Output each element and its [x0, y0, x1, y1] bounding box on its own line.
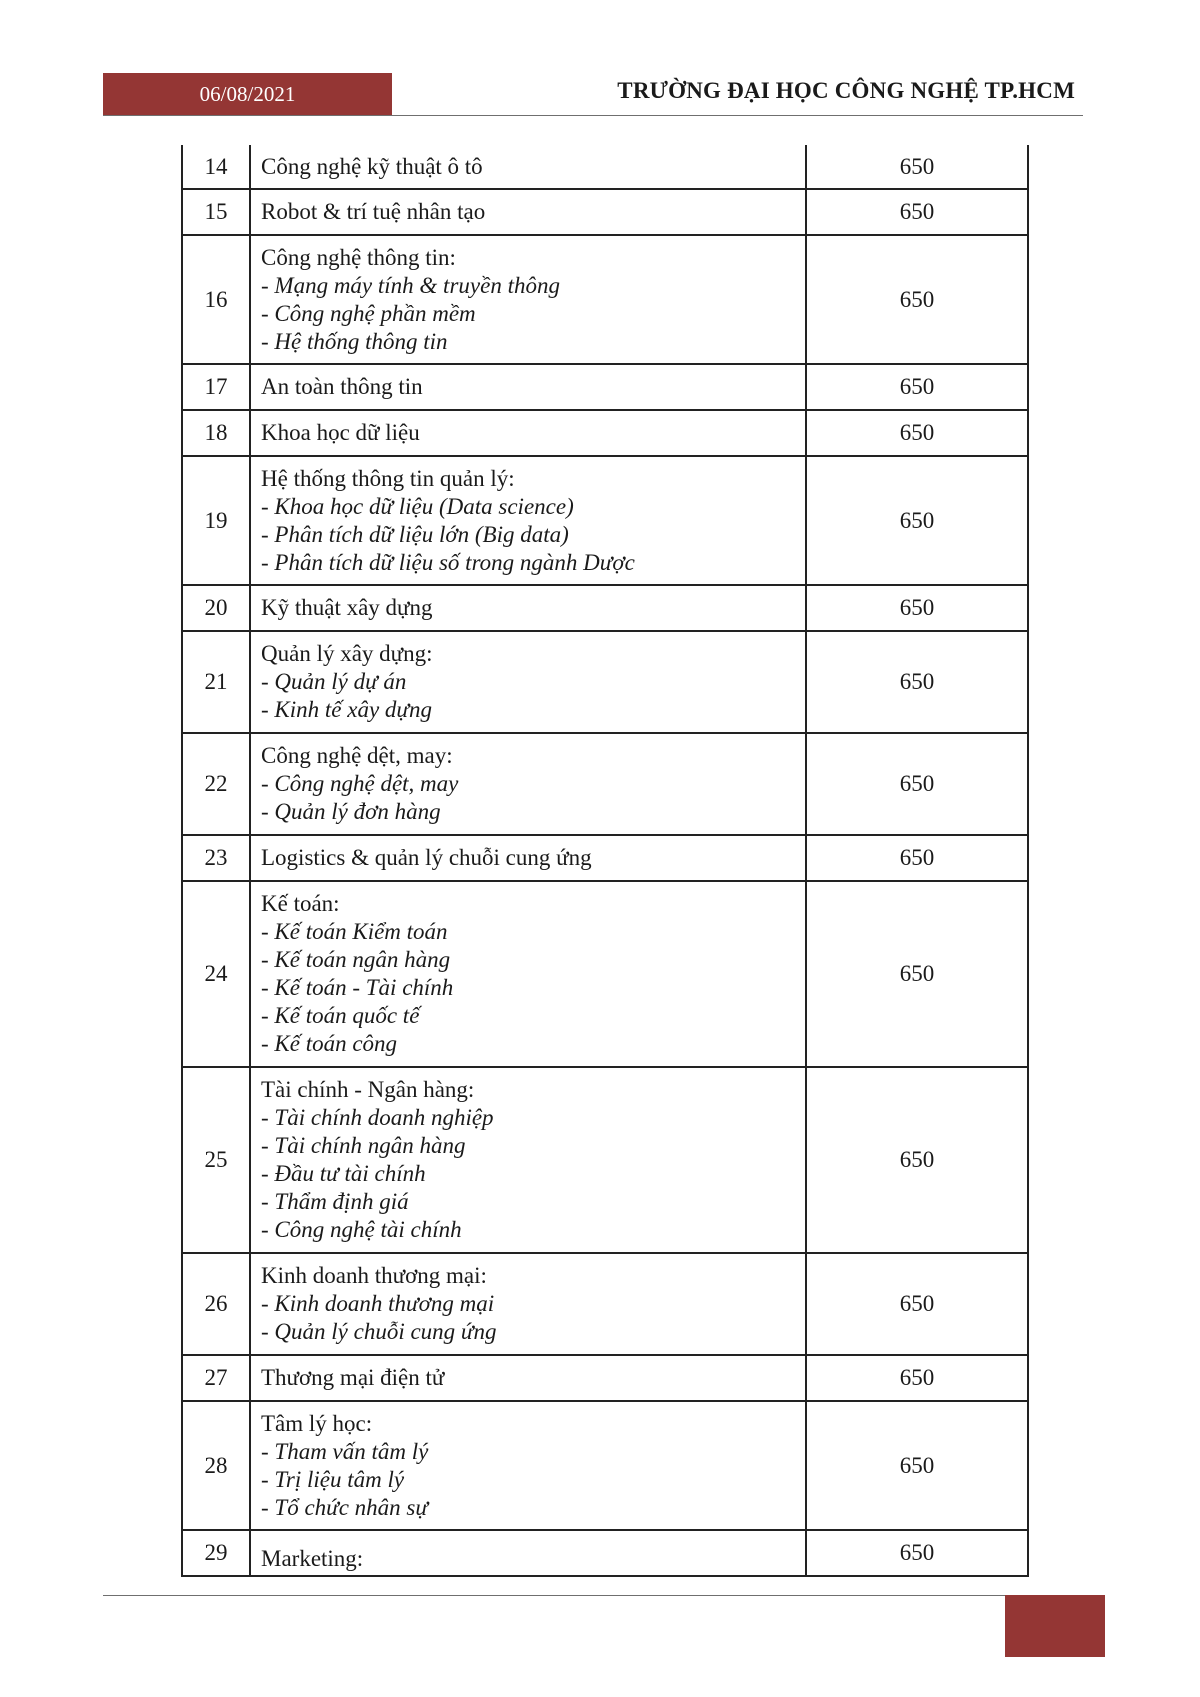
table-row: [182, 410, 1028, 456]
table-row: [182, 835, 1028, 881]
specialization-item: - Kế toán công: [261, 1031, 398, 1056]
table-row: [182, 1401, 1028, 1530]
score-cell: 650: [806, 1530, 1028, 1576]
score-cell: 650: [806, 1401, 1028, 1530]
table-row: [182, 145, 1028, 189]
major-title: Tài chính - Ngân hàng:: [261, 1077, 475, 1102]
specialization-item: - Tài chính doanh nghiệp: [261, 1105, 494, 1130]
row-number: 15: [182, 189, 250, 235]
row-number: 21: [182, 631, 250, 733]
specialization-item: - Công nghệ tài chính: [261, 1217, 462, 1242]
footer-page-box: [1005, 1595, 1105, 1657]
table-row: [182, 1253, 1028, 1355]
major-cell: [250, 456, 806, 585]
table-row: [182, 1355, 1028, 1401]
major-cell: [250, 585, 806, 631]
specialization-item: - Hệ thống thông tin: [261, 328, 448, 354]
table-row: [182, 235, 1028, 364]
major-cell: [250, 235, 806, 364]
major-cell: [250, 145, 806, 189]
score-cell: 650: [806, 364, 1028, 410]
major-title: Robot & trí tuệ nhân tạo: [261, 199, 486, 224]
row-number: 22: [182, 733, 250, 835]
specialization-item: - Kế toán Kiểm toán: [261, 919, 448, 944]
major-cell: [250, 1401, 806, 1530]
score-cell: 650: [806, 189, 1028, 235]
score-cell: 650: [806, 733, 1028, 835]
row-number: 24: [182, 881, 250, 1067]
table-row: [182, 585, 1028, 631]
score-cell: 650: [806, 456, 1028, 585]
row-number: 16: [182, 235, 250, 364]
specialization-item: - Thẩm định giá: [261, 1189, 409, 1214]
score-cell: 650: [806, 881, 1028, 1067]
specialization-item: - Đầu tư tài chính: [261, 1161, 426, 1186]
row-number: 19: [182, 456, 250, 585]
score-cell: 650: [806, 1067, 1028, 1253]
major-cell: [250, 189, 806, 235]
major-title: Tâm lý học:: [261, 1410, 373, 1436]
major-title: Kỹ thuật xây dựng: [261, 595, 433, 620]
major-title: Công nghệ dệt, may:: [261, 743, 453, 768]
specialization-item: - Tổ chức nhân sự: [261, 1494, 428, 1520]
table-row: [182, 881, 1028, 1067]
table-row: [182, 189, 1028, 235]
major-title: Thương mại điện tử: [261, 1365, 445, 1390]
major-cell: [250, 835, 806, 881]
specialization-item: - Kế toán - Tài chính: [261, 975, 454, 1000]
row-number: 17: [182, 364, 250, 410]
row-number: 14: [182, 145, 250, 189]
major-title: Marketing:: [261, 1546, 364, 1571]
table-row: [182, 456, 1028, 585]
specialization-item: - Công nghệ phần mềm: [261, 300, 476, 326]
major-title: Công nghệ kỹ thuật ô tô: [261, 153, 483, 179]
score-cell: 650: [806, 585, 1028, 631]
major-cell: [250, 733, 806, 835]
major-title: Khoa học dữ liệu: [261, 420, 420, 445]
table-body: [182, 145, 1028, 1576]
major-title: An toàn thông tin: [261, 374, 423, 399]
major-title: Hệ thống thông tin quản lý:: [261, 465, 515, 491]
table-row: [182, 364, 1028, 410]
school-name: TRƯỜNG ĐẠI HỌC CÔNG NGHỆ TP.HCM: [617, 78, 1075, 103]
table-row: [182, 631, 1028, 733]
specialization-item: - Kế toán ngân hàng: [261, 947, 451, 972]
major-title: Công nghệ thông tin:: [261, 244, 456, 270]
score-cell: 650: [806, 1253, 1028, 1355]
specialization-item: - Kinh doanh thương mại: [261, 1291, 495, 1316]
row-number: 23: [182, 835, 250, 881]
specialization-item: - Kế toán quốc tế: [261, 1003, 420, 1028]
major-cell: [250, 364, 806, 410]
specialization-item: - Quản lý dự án: [261, 669, 407, 694]
specialization-item: - Mạng máy tính & truyền thông: [261, 272, 560, 298]
specialization-item: - Công nghệ dệt, may: [261, 771, 459, 796]
row-number: 27: [182, 1355, 250, 1401]
specialization-item: - Phân tích dữ liệu lớn (Big data): [261, 521, 569, 547]
score-cell: 650: [806, 235, 1028, 364]
row-number: 18: [182, 410, 250, 456]
table-row: [182, 1530, 1028, 1576]
major-title: Logistics & quản lý chuỗi cung ứng: [261, 845, 592, 870]
major-cell: [250, 410, 806, 456]
specialization-item: - Khoa học dữ liệu (Data science): [261, 493, 574, 519]
header-divider: [103, 115, 1083, 116]
major-cell: [250, 1067, 806, 1253]
specialization-item: - Kinh tế xây dựng: [261, 697, 432, 722]
header-date-box: [103, 73, 392, 115]
header-date: 06/08/2021: [199, 82, 296, 106]
specialization-item: - Phân tích dữ liệu số trong ngành Dược: [261, 549, 635, 575]
row-number: 29: [182, 1530, 250, 1576]
major-title: Quản lý xây dựng:: [261, 641, 433, 666]
score-cell: 650: [806, 631, 1028, 733]
table-row: [182, 733, 1028, 835]
major-cell: [250, 881, 806, 1067]
specialization-item: - Trị liệu tâm lý: [261, 1466, 405, 1492]
specialization-item: - Quản lý đơn hàng: [261, 799, 441, 824]
row-number: 26: [182, 1253, 250, 1355]
score-cell: 650: [806, 145, 1028, 189]
row-number: 28: [182, 1401, 250, 1530]
specialization-item: - Quản lý chuỗi cung ứng: [261, 1319, 497, 1344]
specialization-item: - Tài chính ngân hàng: [261, 1133, 466, 1158]
major-title: Kinh doanh thương mại:: [261, 1263, 487, 1288]
footer-divider: [103, 1595, 1105, 1596]
row-number: 25: [182, 1067, 250, 1253]
major-title: Kế toán:: [261, 891, 340, 916]
major-cell: [250, 1253, 806, 1355]
major-cell: [250, 1355, 806, 1401]
score-cell: 650: [806, 835, 1028, 881]
major-cell: [250, 631, 806, 733]
score-cell: 650: [806, 1355, 1028, 1401]
score-cell: 650: [806, 410, 1028, 456]
admission-score-table: [181, 145, 1029, 1577]
major-cell: [250, 1530, 806, 1576]
table-row: [182, 1067, 1028, 1253]
row-number: 20: [182, 585, 250, 631]
specialization-item: - Tham vấn tâm lý: [261, 1438, 429, 1464]
